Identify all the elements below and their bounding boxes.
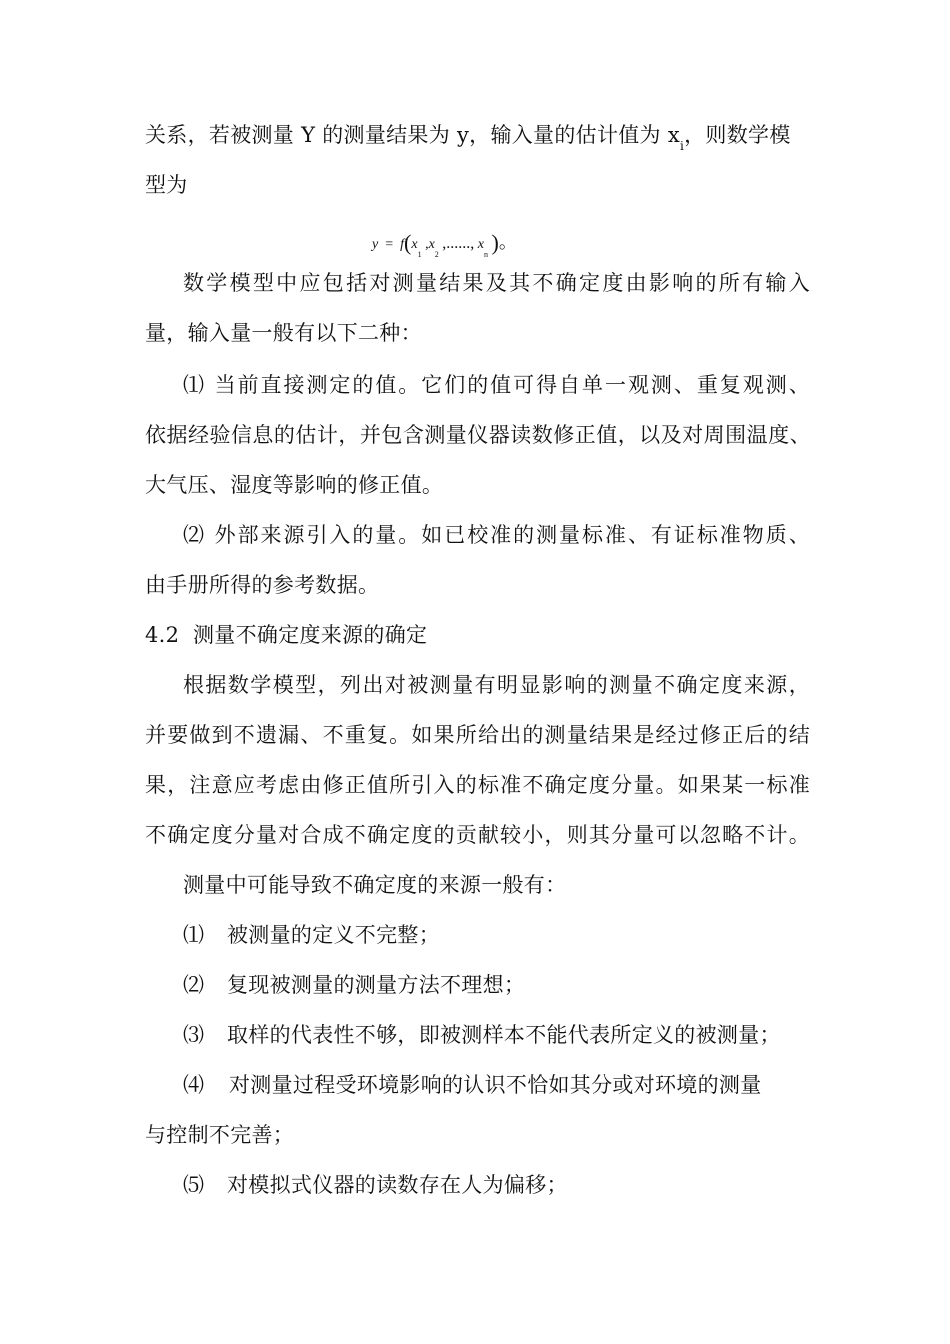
section-heading [145,620,810,650]
source-text: 被测量的定义不完整； [227,923,440,947]
source-number: ⑸ [183,1173,205,1197]
source-number: ⑷ [183,1073,205,1097]
item2-line-1: ⑵ 外部来源引入的量。如已校准的测量标准、有证标准物质、 [183,523,810,547]
formula-var-xn: x [477,237,484,252]
source-number: ⑴ [183,923,205,947]
source-number: ⑵ [183,973,205,997]
para2-line-2: 并要做到不遗漏、不重复。如果所给出的测量结果是经过修正后的结 [145,723,810,747]
intro-text-end: ，则数学模 [684,123,791,147]
para3-line-1: 测量中可能导致不确定度的来源一般有： [183,873,567,897]
formula-sub-2: 2 [434,250,439,259]
formula-equals: = [385,237,394,252]
source-item-2 [183,970,810,1000]
item1-line-1: ⑴ 当前直接测定的值。它们的值可得自单一观测、重复观测、 [183,373,810,397]
formula-var-x2: x [428,237,435,252]
formula-lhs: y [372,237,379,252]
formula-open-paren: ( [404,230,412,255]
para2-line-1: 根据数学模型，列出对被测量有明显影响的测量不确定度来源， [183,673,810,697]
section-title: 测量不确定度来源的确定 [193,623,428,647]
para2-line-4: 不确定度分量对合成不确定度的贡献较小，则其分量可以忽略不计。 [145,823,810,847]
math-formula [372,228,517,259]
subscript-i: i [679,139,685,153]
formula-close-paren: ) [491,230,499,255]
source-item-5 [183,1170,810,1200]
item1-line-2: 依据经验信息的估计，并包含测量仪器读数修正值，以及对周围温度、 [145,423,810,447]
source-text: 取样的代表性不够，即被测样本不能代表所定义的被测量； [227,1023,781,1047]
para2-line-3: 果，注意应考虑由修正值所引入的标准不确定度分量。如果某一标准 [145,773,810,797]
formula-comma: , [425,237,429,252]
source-item-1 [183,920,810,950]
formula-ellipsis: ,......, [442,235,475,252]
intro-line-1 [145,120,810,153]
para1-line-2: 量，输入量一般有以下二种： [145,321,422,345]
source-number: ⑶ [183,1023,205,1047]
item1-line-3: 大气压、湿度等影响的修正值。 [145,473,444,497]
intro-line-2: 型为 [145,173,188,197]
item2-line-2: 由手册所得的参考数据。 [145,573,380,597]
source-text: 对测量过程受环境影响的认识不恰如其分或对环境的测量 [229,1073,762,1097]
section-number: 4.2 [145,623,180,647]
source-text: 对模拟式仪器的读数存在人为偏移； [227,1173,568,1197]
source-item-4 [183,1070,810,1100]
formula-period: 。 [498,232,517,252]
formula-function: f [400,237,405,252]
intro-text: 关系，若被测量 Y 的测量结果为 y，输入量的估计值为 x [145,123,680,147]
source-item-4-cont: 与控制不完善； [145,1123,295,1147]
formula-var-x1: x [411,237,418,252]
para1-line-1: 数学模型中应包括对测量结果及其不确定度由影响的所有输入 [183,271,810,295]
formula-sub-1: 1 [417,250,422,259]
formula-sub-n: n [484,250,488,259]
source-item-3 [183,1020,810,1050]
source-text: 复现被测量的测量方法不理想； [227,973,526,997]
